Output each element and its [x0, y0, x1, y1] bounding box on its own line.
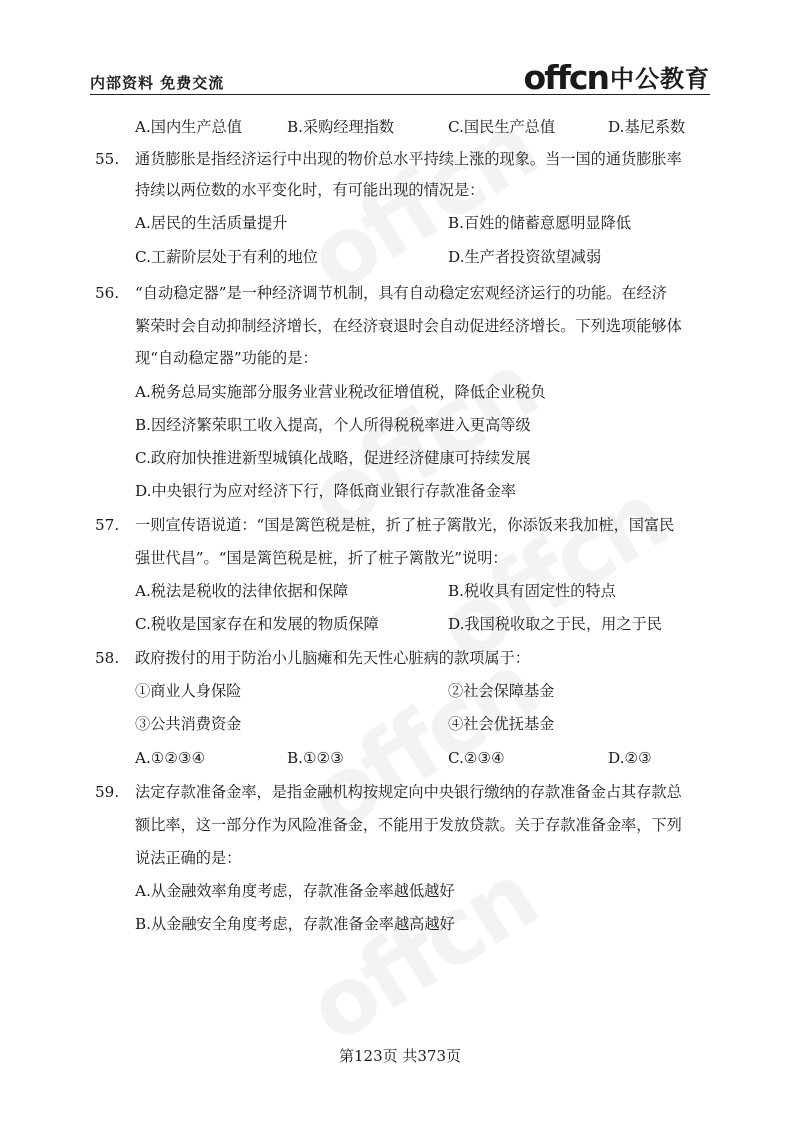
q54-options-row: [95, 113, 715, 141]
q55-stem-line: [95, 145, 715, 173]
q57-options-row: [95, 610, 715, 638]
q56-option-b: [95, 411, 715, 439]
q58-option-b: B.①②③: [287, 749, 344, 767]
q55-stem-line: [95, 176, 715, 204]
page-number: 第123页 共373页: [338, 1047, 462, 1065]
option-text: D.中央银行为应对经济下行，降低商业银行存款准备金率: [135, 482, 516, 500]
q54-option-b: B.采购经理指数: [287, 118, 395, 136]
q59-stem-line: [95, 811, 715, 839]
page-header: [90, 58, 710, 97]
question-text: 说法正确的是：: [135, 849, 242, 867]
question-text: 持续以两位数的水平变化时，有可能出现的情况是：: [135, 181, 485, 199]
q55-option-b: B.百姓的储蓄意愿明显降低: [448, 214, 632, 232]
q57-stem-line: [95, 544, 715, 572]
question-text: 额比率，这一部分作为风险准备金，不能用于发放贷款。关于存款准备金率，下列: [135, 816, 682, 834]
q59-option-b: [95, 910, 715, 938]
option-text: B.从金融安全角度考虑，存款准备金率越高越好: [135, 915, 455, 933]
option-text: B.因经济繁荣职工收入提高，个人所得税税率进入更高等级: [135, 416, 531, 434]
q58-items-row: [95, 677, 715, 705]
q56-option-d: [95, 477, 715, 505]
question-text: 一则宣传语说道：“国是篱笆税是桩，折了桩子篱散光，你添饭来我加桩，国富民: [135, 516, 675, 534]
q59-stem-line: [95, 778, 715, 806]
question-text: 现“自动稳定器”功能的是：: [135, 349, 318, 367]
q55-option-c: C.工薪阶层处于有利的地位: [135, 248, 318, 266]
q58-option-c: C.②③④: [448, 749, 505, 767]
question-text: 通货膨胀是指经济运行中出现的物价总水平持续上涨的现象。当一国的通货膨胀率: [135, 150, 682, 168]
q59-stem-line: [95, 844, 715, 872]
option-text: A.税务总局实施部分服务业营业税改征增值税，降低企业税负: [135, 383, 546, 401]
header-divider: [90, 94, 710, 95]
logo-latin-text: offcn: [523, 58, 608, 97]
question-text: 政府拨付的用于防治小儿脑瘫和先天性心脏病的款项属于：: [135, 649, 530, 667]
q55-options-row: [95, 209, 715, 237]
q54-option-d: D.基尼系数: [608, 118, 686, 136]
question-number: 55.: [95, 150, 120, 168]
q56-option-c: [95, 444, 715, 472]
q56-option-a: [95, 378, 715, 406]
q58-stem-line: [95, 644, 715, 672]
q57-option-a: A.税法是税收的法律依据和保障: [135, 582, 349, 600]
q57-stem-line: [95, 511, 715, 539]
q57-option-d: D.我国税收取之于民，用之于民: [448, 615, 662, 633]
question-text: 法定存款准备金率，是指金融机构按规定向中央银行缴纳的存款准备金占其存款总: [135, 783, 682, 801]
question-text: “自动稳定器”是一种经济调节机制，具有自动稳定宏观经济运行的功能。在经济: [135, 284, 667, 302]
q58-item-4: ④社会优抚基金: [448, 715, 555, 733]
q58-item-2: ②社会保障基金: [448, 682, 555, 700]
q56-stem-line: [95, 279, 715, 307]
q54-option-a: A.国内生产总值: [135, 118, 242, 136]
offcn-logo: [523, 58, 710, 97]
q58-item-1: ①商业人身保险: [135, 682, 242, 700]
q54-option-c: C.国民生产总值: [448, 118, 556, 136]
question-text: 强世代昌”。“国是篱笆税是桩，折了桩子篱散光”说明：: [135, 549, 508, 567]
question-number: 59.: [95, 783, 120, 801]
q56-stem-line: [95, 312, 715, 340]
q55-option-d: D.生产者投资欲望减弱: [448, 248, 602, 266]
q57-option-b: B.税收具有固定性的特点: [448, 582, 616, 600]
q58-option-a: A.①②③④: [135, 749, 206, 767]
option-text: C.政府加快推进新型城镇化战略，促进经济健康可持续发展: [135, 449, 531, 467]
q56-stem-line: [95, 344, 715, 372]
q55-option-a: A.居民的生活质量提升: [135, 214, 288, 232]
q58-item-3: ③公共消费资金: [135, 715, 242, 733]
header-label: 内部资料 免费交流: [90, 74, 225, 92]
q58-options-row: [95, 744, 715, 772]
q58-option-d: D.②③: [608, 749, 652, 767]
q59-option-a: [95, 877, 715, 905]
question-text: 繁荣时会自动抑制经济增长，在经济衰退时会自动促进经济增长。下列选项能够体: [135, 317, 682, 335]
q57-option-c: C.税收是国家存在和发展的物质保障: [135, 615, 379, 633]
logo-chinese-text: 中公教育: [610, 65, 710, 93]
q57-options-row: [95, 577, 715, 605]
option-text: A.从金融效率角度考虑，存款准备金率越低越好: [135, 882, 455, 900]
q58-items-row: [95, 710, 715, 738]
question-number: 58.: [95, 649, 120, 667]
q55-options-row: [95, 243, 715, 271]
question-number: 57.: [95, 516, 120, 534]
question-number: 56.: [95, 284, 120, 302]
